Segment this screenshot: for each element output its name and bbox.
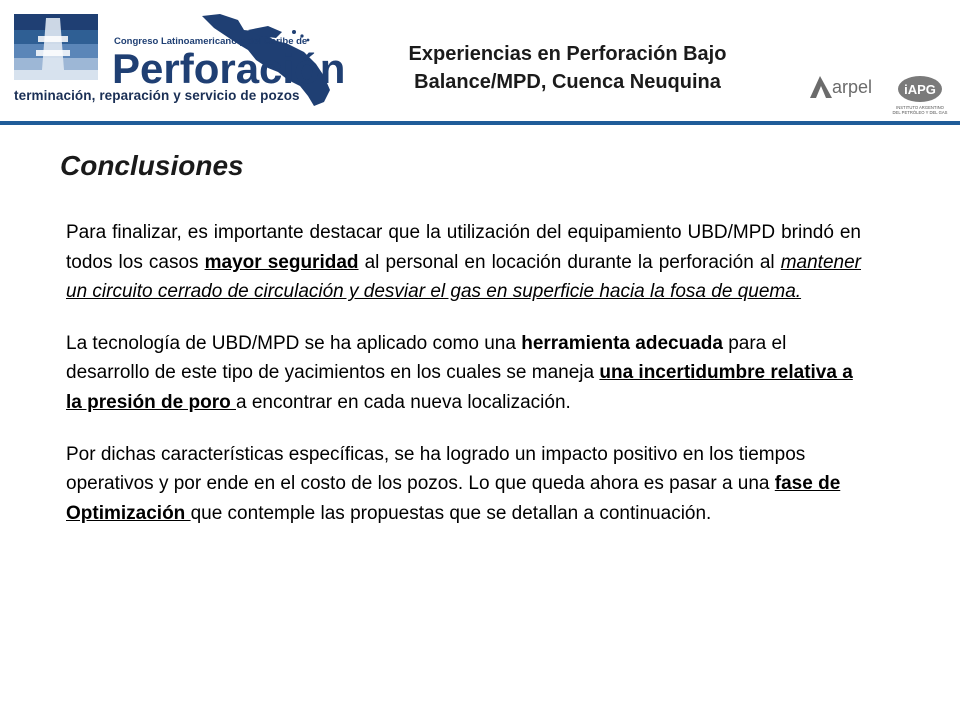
paragraph-1 [66,218,861,307]
p2-emphasis-uncertainty: una incertidumbre relativa a la presión de poro [66,362,853,413]
section-heading: Conclusiones [60,150,244,181]
title-line-2: Balance/MPD, Cuenca Neuquina [414,71,721,93]
iapg-subtitle-line-1: INSTITUTO ARGENTINO [896,105,944,110]
congress-logo [12,10,352,108]
p1-emphasis-circuit: mantener un circuito cerrado de circulación y desviar el gas en superficie hacia la fosa de quema. [66,251,861,303]
iapg-logo [892,74,948,118]
slide-body [66,218,861,550]
iapg-emblem-icon [892,74,948,106]
p1-text-1: Para finalizar, es importante destacar que la utilización del equipamiento UBD/MPD brindó en todos los casos [66,222,861,273]
p2-text-3: a encontrar en cada nueva localización. [235,391,571,413]
p3-text-2: que contemple las propuestas que se detallan a continuación. [190,502,712,524]
title-line-1: Experiencias en Perforación Bajo [408,43,727,65]
logo-wordmark: Perforación [112,45,346,92]
p2-text-1: La tecnología de UBD/MPD se ha aplicado como una [66,332,522,354]
p1-emphasis-safety: mayor seguridad [204,251,359,273]
p2-text-2: para el desarrollo de este tipo de yacimientos en los cuales se maneja [66,332,787,384]
arpel-wordmark: arpel [832,77,873,97]
header-divider [0,121,960,125]
paragraph-2 [66,329,861,418]
logo-tagline: terminación, reparación y servicio de pozos [14,88,300,103]
p3-text-1: Por dichas características específicas, se ha logrado un impacto positivo en los tiempos operativos y por ende en el costo de los pozos. Lo que queda ahora es pasar a una [66,443,806,495]
iapg-subtitle-line-2: DEL PETRÓLEO Y DEL GAS [892,110,948,115]
slide-header [0,0,960,124]
logo-line1: Congreso Latinoamericano y del Caribe de [114,36,308,47]
arpel-icon [808,72,834,100]
p2-emphasis-tool: herramienta adecuada [521,332,723,354]
slide-title [355,40,780,96]
p1-text-2: al personal en locación durante la perforación al [358,251,781,273]
svg-text:iAPG: iAPG [904,82,936,97]
arpel-logo [808,72,884,102]
iapg-subtitle [892,105,948,115]
paragraph-3 [66,440,861,529]
p3-emphasis-optimization: fase de Optimización [66,473,841,524]
